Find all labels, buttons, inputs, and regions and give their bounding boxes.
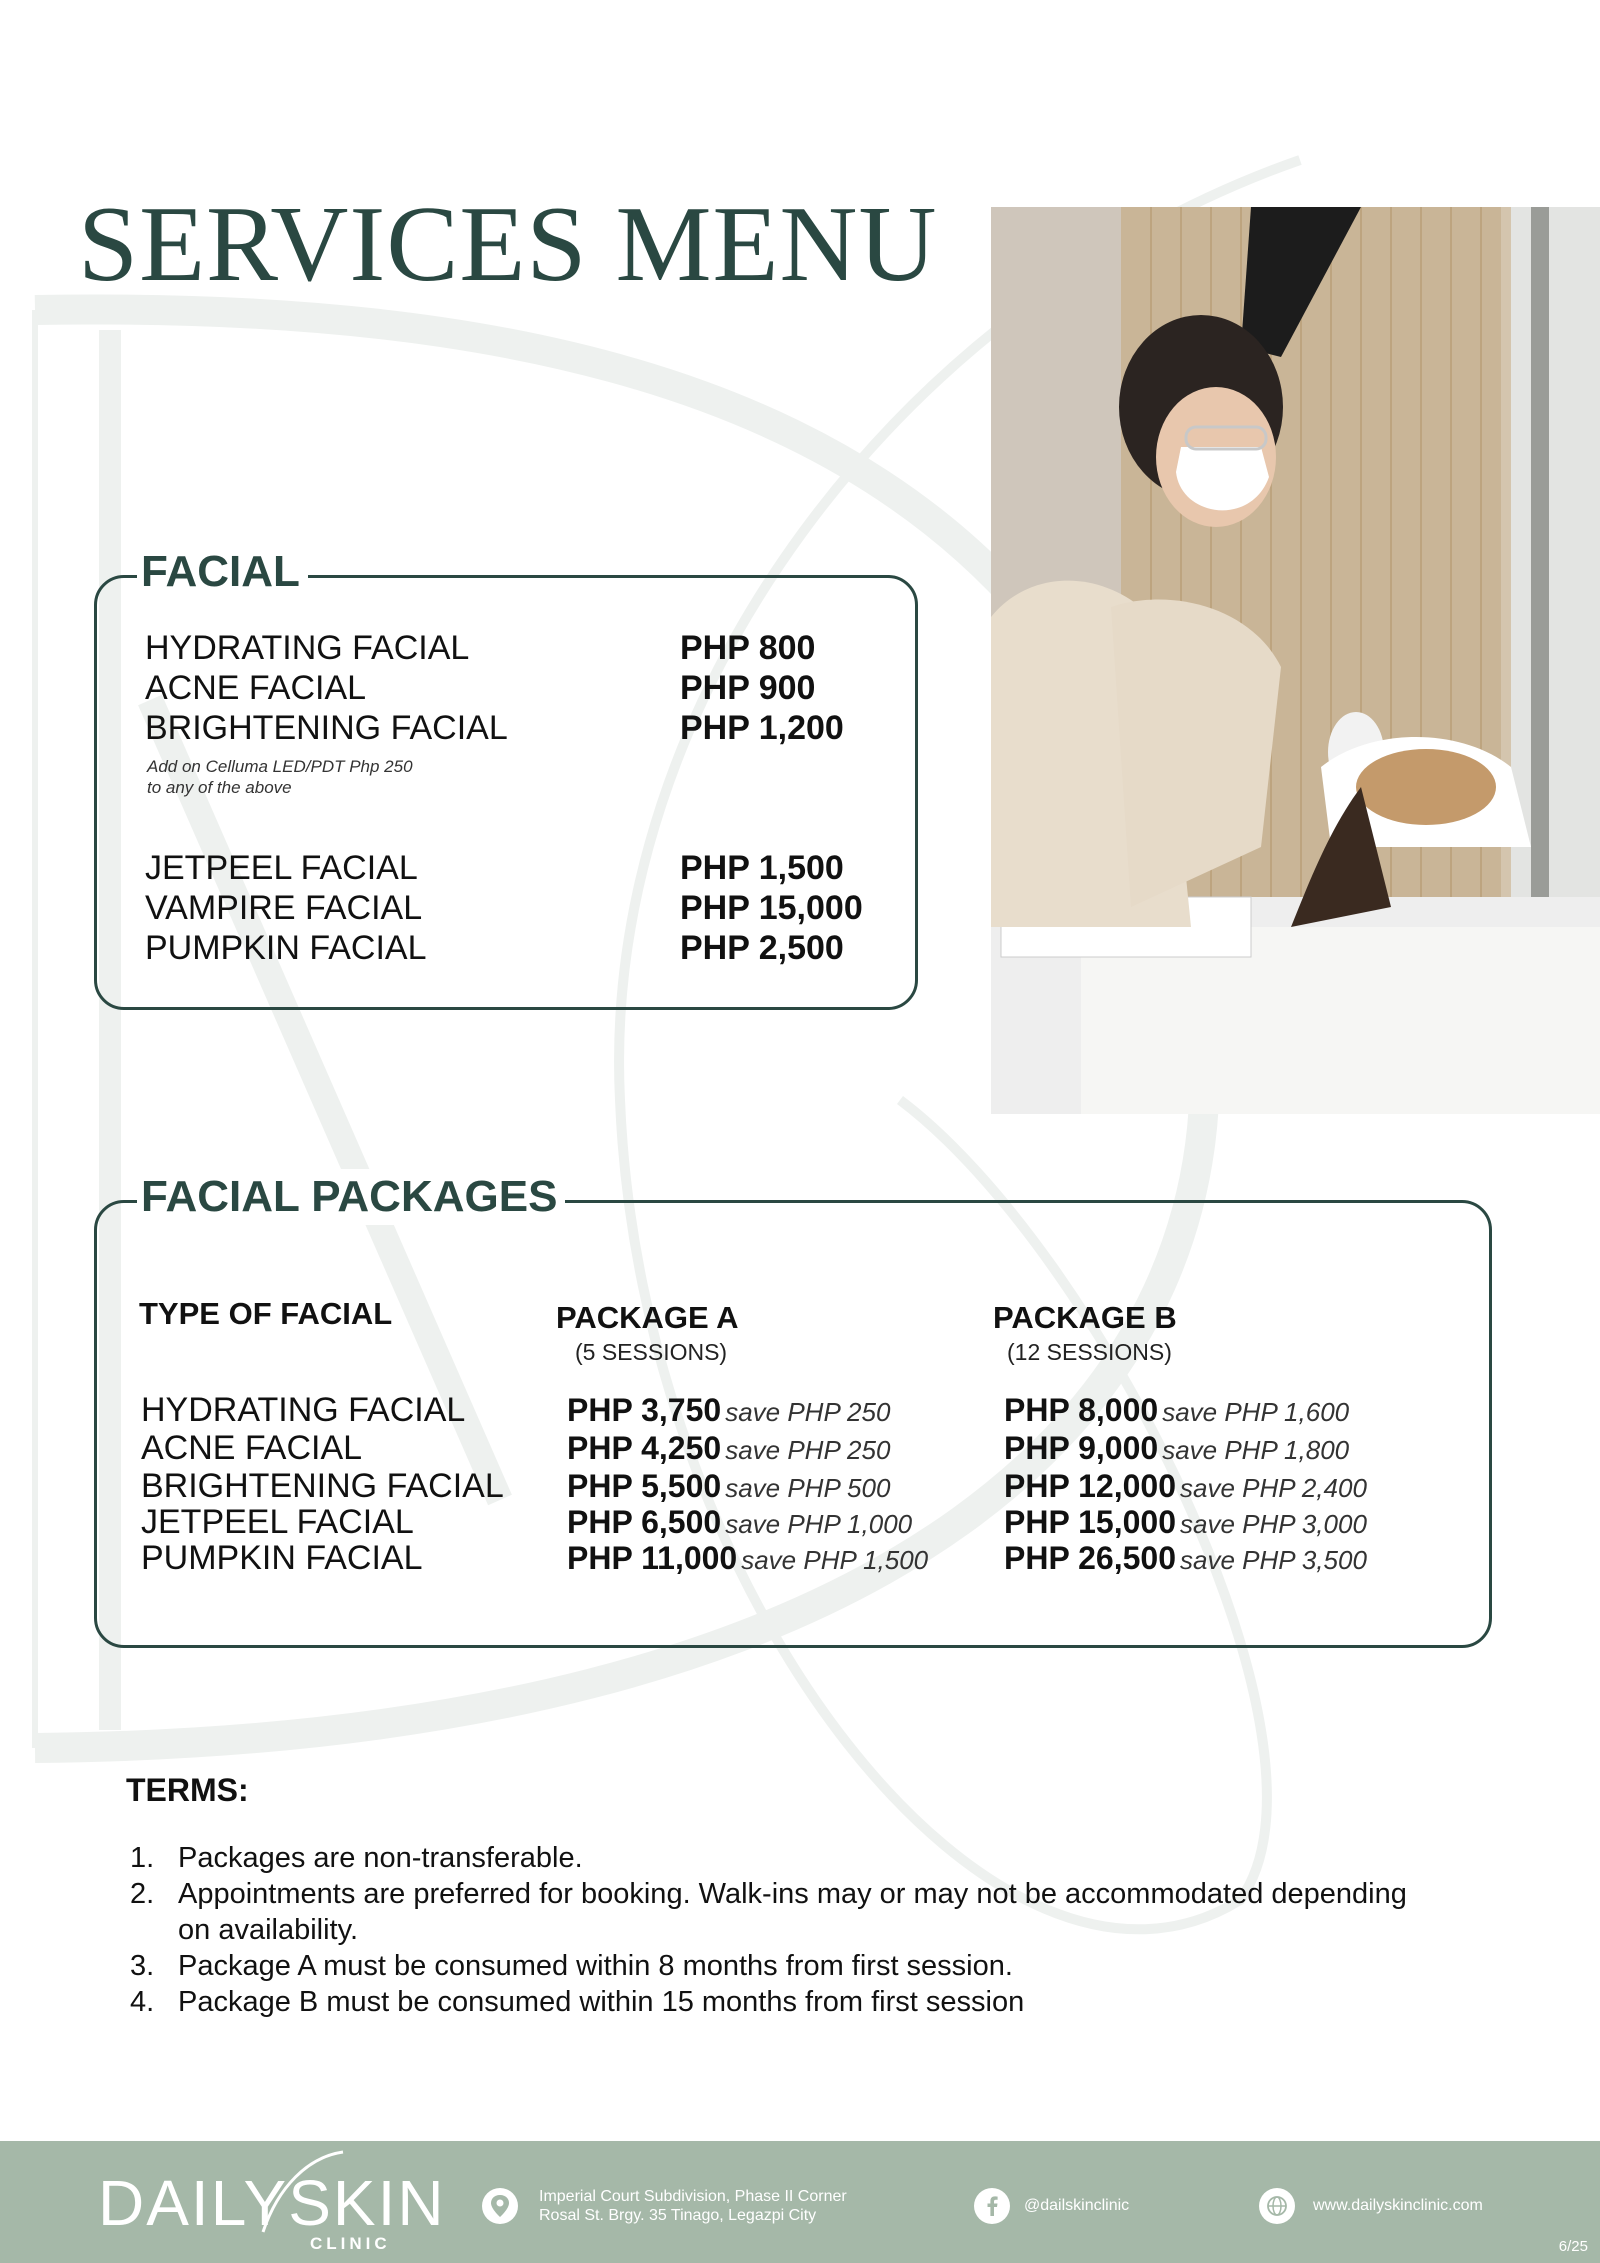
addon-note-line: Add on Celluma LED/PDT Php 250 xyxy=(147,757,413,776)
service-row xyxy=(145,888,905,928)
term-item xyxy=(130,1984,1430,2020)
package-a-price: PHP 6,500 xyxy=(567,1504,722,1540)
term-text: Package B must be consumed within 15 months from first session xyxy=(178,1986,1025,2018)
treatment-photo xyxy=(991,207,1600,1114)
package-b-price: PHP 15,000 xyxy=(1004,1504,1176,1540)
logo-swoosh-icon xyxy=(258,2147,348,2237)
packages-section-title: FACIAL PACKAGES xyxy=(137,1169,565,1225)
service-name: HYDRATING FACIAL xyxy=(145,629,470,667)
term-number: 2. xyxy=(130,1878,155,1910)
service-price: PHP 1,500 xyxy=(680,849,844,887)
package-facial-name: HYDRATING FACIAL xyxy=(141,1391,466,1429)
column-header-type: TYPE OF FACIAL xyxy=(139,1296,393,1331)
package-facial-name: JETPEEL FACIAL xyxy=(141,1503,414,1541)
package-facial-name: BRIGHTENING FACIAL xyxy=(141,1467,504,1505)
term-item xyxy=(130,1840,1430,1876)
service-price: PHP 2,500 xyxy=(680,929,844,967)
term-text: Package A must be consumed within 8 months from first session. xyxy=(178,1950,1013,1982)
service-row xyxy=(145,848,905,888)
package-a-sessions: (5 SESSIONS) xyxy=(575,1339,728,1365)
package-b-price: PHP 8,000 xyxy=(1004,1392,1159,1428)
package-facial-name: ACNE FACIAL xyxy=(141,1429,363,1467)
facial-services-box xyxy=(94,547,918,1010)
service-price: PHP 800 xyxy=(680,629,816,667)
website-link[interactable]: www.dailyskinclinic.com xyxy=(1313,2197,1483,2214)
location-pin-icon xyxy=(482,2188,518,2224)
package-a-price: PHP 5,500 xyxy=(567,1468,722,1504)
package-b-sessions: (12 SESSIONS) xyxy=(1007,1339,1172,1365)
package-a-price: PHP 3,750 xyxy=(567,1392,722,1428)
term-item xyxy=(130,1948,1430,1984)
service-price: PHP 900 xyxy=(680,669,816,707)
package-row xyxy=(97,1539,1489,1577)
facebook-icon[interactable] xyxy=(974,2188,1010,2224)
addon-note xyxy=(147,756,413,798)
package-row xyxy=(97,1467,1489,1505)
package-b-savings: save PHP 3,500 xyxy=(1179,1545,1367,1575)
package-b-savings: save PHP 1,600 xyxy=(1162,1397,1350,1427)
package-facial-name: PUMPKIN FACIAL xyxy=(141,1539,423,1577)
service-row xyxy=(145,668,905,708)
service-name: JETPEEL FACIAL xyxy=(145,849,418,887)
service-name: ACNE FACIAL xyxy=(145,669,367,707)
facial-section-title: FACIAL xyxy=(137,544,308,600)
service-name: VAMPIRE FACIAL xyxy=(145,889,423,927)
package-row xyxy=(97,1391,1489,1429)
terms-list xyxy=(130,1840,1430,2020)
page-title: SERVICES MENU xyxy=(78,185,938,304)
service-row xyxy=(145,928,905,968)
service-price: PHP 1,200 xyxy=(680,709,844,747)
column-header-package-b: PACKAGE B xyxy=(993,1300,1177,1335)
term-number: 1. xyxy=(130,1842,155,1874)
package-b-savings: save PHP 2,400 xyxy=(1179,1473,1367,1503)
service-price: PHP 15,000 xyxy=(680,889,863,927)
term-text: Appointments are preferred for booking. Walk-ins may or may not be accommodated depending on availability. xyxy=(178,1878,1407,1946)
package-a-savings: save PHP 1,500 xyxy=(741,1545,929,1575)
package-row xyxy=(97,1429,1489,1467)
package-b-savings: save PHP 1,800 xyxy=(1162,1435,1350,1465)
facebook-handle[interactable]: @dailskinclinic xyxy=(1024,2197,1130,2214)
address-line: Rosal St. Brgy. 35 Tinago, Legazpi City xyxy=(539,2207,817,2224)
package-b-savings: save PHP 3,000 xyxy=(1179,1509,1367,1539)
package-a-savings: save PHP 250 xyxy=(725,1435,891,1465)
service-row xyxy=(145,628,905,668)
globe-icon[interactable] xyxy=(1259,2188,1295,2224)
footer xyxy=(0,2141,1600,2263)
dailyskin-logo xyxy=(98,2153,446,2263)
package-a-price: PHP 11,000 xyxy=(567,1540,738,1576)
package-a-price: PHP 4,250 xyxy=(567,1430,722,1466)
term-number: 3. xyxy=(130,1950,155,1982)
term-text: Packages are non-transferable. xyxy=(178,1842,583,1874)
package-row xyxy=(97,1503,1489,1541)
service-row xyxy=(145,708,905,748)
service-name: PUMPKIN FACIAL xyxy=(145,929,427,967)
term-number: 4. xyxy=(130,1986,155,2018)
package-a-savings: save PHP 1,000 xyxy=(725,1509,913,1539)
package-b-price: PHP 9,000 xyxy=(1004,1430,1159,1466)
package-a-savings: save PHP 500 xyxy=(725,1473,891,1503)
logo-wordmark: DAILYSKIN xyxy=(98,2167,446,2239)
package-b-price: PHP 12,000 xyxy=(1004,1468,1176,1504)
package-a-savings: save PHP 250 xyxy=(725,1397,891,1427)
term-item xyxy=(130,1876,1430,1948)
facial-packages-box xyxy=(94,1172,1492,1648)
address-line: Imperial Court Subdivision, Phase II Corner xyxy=(539,2188,847,2205)
terms-heading: TERMS: xyxy=(126,1772,249,1808)
service-name: BRIGHTENING FACIAL xyxy=(145,709,508,747)
logo-subtitle: CLINIC xyxy=(310,2234,391,2253)
page-number: 6/25 xyxy=(1558,2238,1588,2255)
package-b-price: PHP 26,500 xyxy=(1004,1540,1176,1576)
addon-note-line: to any of the above xyxy=(147,778,292,797)
column-header-package-a: PACKAGE A xyxy=(556,1300,739,1335)
